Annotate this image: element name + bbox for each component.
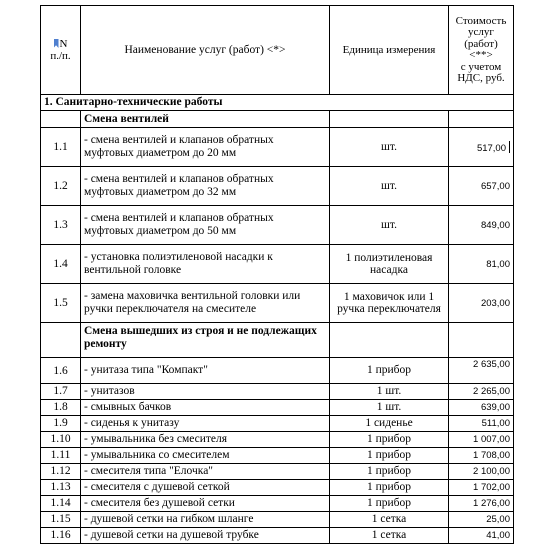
- row-number: 1.6: [41, 358, 81, 384]
- subsection-row-valves: [41, 111, 514, 128]
- row-number: 1.3: [41, 206, 81, 245]
- table-header-row: [41, 6, 514, 95]
- row-number: 1.5: [41, 284, 81, 323]
- row-price-value: 849,00: [480, 219, 510, 231]
- empty-cell: [41, 111, 81, 128]
- row-number: 1.13: [41, 480, 81, 496]
- row-price: 1 708,00: [449, 448, 514, 464]
- row-number: 1.2: [41, 167, 81, 206]
- row-description: - смена вентилей и клапанов обратных муфтовых диаметром до 32 мм: [81, 167, 330, 206]
- header-unit: Единица измерения: [330, 6, 449, 95]
- row-description: - смена вентилей и клапанов обратных муфтовых диаметром до 20 мм: [81, 128, 330, 167]
- row-number: 1.9: [41, 416, 81, 432]
- row-price: 1 276,00: [449, 496, 514, 512]
- table-row: [41, 480, 514, 496]
- row-unit: 1 полиэтиленовая насадка: [330, 245, 449, 284]
- row-description: - замена маховичка вентильной головки или ручки переключателя на смесителе: [81, 284, 330, 323]
- row-unit: 1 прибор: [330, 358, 449, 384]
- table-row: [41, 432, 514, 448]
- row-number: 1.14: [41, 496, 81, 512]
- row-number: 1.8: [41, 400, 81, 416]
- row-number: 1.16: [41, 528, 81, 544]
- services-price-table: [40, 5, 514, 544]
- empty-cell: [449, 111, 514, 128]
- row-unit: 1 сиденье: [330, 416, 449, 432]
- empty-cell: [41, 323, 81, 358]
- price-table-sheet: [40, 5, 514, 544]
- row-unit: 1 прибор: [330, 480, 449, 496]
- table-row: [41, 416, 514, 432]
- table-row: [41, 128, 514, 167]
- table-row: [41, 496, 514, 512]
- subsection-row-fixtures: [41, 323, 514, 358]
- row-number: 1.12: [41, 464, 81, 480]
- row-unit: 1 прибор: [330, 448, 449, 464]
- header-num: N п./п.: [50, 38, 71, 62]
- row-number: 1.15: [41, 512, 81, 528]
- row-price: 2 100,00: [449, 464, 514, 480]
- row-number: 1.4: [41, 245, 81, 284]
- row-price: [449, 284, 514, 323]
- row-price: 25,00: [449, 512, 514, 528]
- row-number: 1.11: [41, 448, 81, 464]
- subsection-title-valves: Смена вентилей: [81, 111, 330, 128]
- table-row: [41, 206, 514, 245]
- row-unit: 1 шт.: [330, 400, 449, 416]
- table-row: [41, 464, 514, 480]
- row-price-value: 517,00: [476, 142, 506, 154]
- row-price: 1 702,00: [449, 480, 514, 496]
- table-row: [41, 512, 514, 528]
- header-num-cell: [41, 6, 81, 95]
- empty-cell: [449, 323, 514, 358]
- empty-cell: [330, 111, 449, 128]
- table-row: [41, 167, 514, 206]
- row-price-value: 203,00: [480, 297, 510, 309]
- table-row: [41, 358, 514, 384]
- text-cursor: [509, 141, 510, 153]
- row-description: - смесителя с душевой сеткой: [81, 480, 330, 496]
- subsection-title-fixtures: Смена вышедших из строя и не подлежащих ремонту: [81, 323, 330, 358]
- row-description: - смесителя типа "Елочка": [81, 464, 330, 480]
- row-price: [449, 167, 514, 206]
- row-unit: 1 шт.: [330, 384, 449, 400]
- row-unit: 1 прибор: [330, 432, 449, 448]
- table-row: [41, 528, 514, 544]
- row-description: - смесителя без душевой сетки: [81, 496, 330, 512]
- row-unit: шт.: [330, 128, 449, 167]
- row-price: 2 635,00: [449, 358, 514, 384]
- row-unit: 1 прибор: [330, 464, 449, 480]
- row-description: - унитаза типа "Компакт": [81, 358, 330, 384]
- row-description: - умывальника без смесителя: [81, 432, 330, 448]
- row-price: 639,00: [449, 400, 514, 416]
- row-price: 1 007,00: [449, 432, 514, 448]
- row-number: 1.10: [41, 432, 81, 448]
- table-row: [41, 245, 514, 284]
- row-description: - смывных бачков: [81, 400, 330, 416]
- row-price-value: 657,00: [480, 180, 510, 192]
- row-number: 1.7: [41, 384, 81, 400]
- table-row: [41, 384, 514, 400]
- header-cost: Стоимость услуг (работ) <**> с учетом НДС, руб.: [449, 6, 514, 95]
- row-price: [449, 128, 514, 167]
- row-price: 511,00: [449, 416, 514, 432]
- row-description: - умывальника со смесителем: [81, 448, 330, 464]
- row-unit: 1 сетка: [330, 512, 449, 528]
- section-row: [41, 95, 514, 111]
- row-unit: шт.: [330, 206, 449, 245]
- row-description: - смена вентилей и клапанов обратных муфтовых диаметром до 50 мм: [81, 206, 330, 245]
- table-row: [41, 400, 514, 416]
- row-number: 1.1: [41, 128, 81, 167]
- row-description: - унитазов: [81, 384, 330, 400]
- row-price: [449, 206, 514, 245]
- row-description: - душевой сетки на гибком шланге: [81, 512, 330, 528]
- row-unit: шт.: [330, 167, 449, 206]
- row-unit: 1 сетка: [330, 528, 449, 544]
- header-name: Наименование услуг (работ) <*>: [81, 6, 330, 95]
- row-price: 2 265,00: [449, 384, 514, 400]
- row-description: - сиденья к унитазу: [81, 416, 330, 432]
- row-unit: 1 прибор: [330, 496, 449, 512]
- table-row: [41, 448, 514, 464]
- row-description: - установка полиэтиленовой насадки к вентильной головке: [81, 245, 330, 284]
- row-description: - душевой сетки на душевой трубке: [81, 528, 330, 544]
- row-price: [449, 245, 514, 284]
- row-unit: 1 маховичок или 1 ручка переключателя: [330, 284, 449, 323]
- table-row: [41, 284, 514, 323]
- empty-cell: [330, 323, 449, 358]
- row-price-value: 81,00: [486, 258, 510, 270]
- section-title: 1. Санитарно-технические работы: [41, 95, 514, 111]
- bookmark-icon: [54, 39, 59, 48]
- row-price: 41,00: [449, 528, 514, 544]
